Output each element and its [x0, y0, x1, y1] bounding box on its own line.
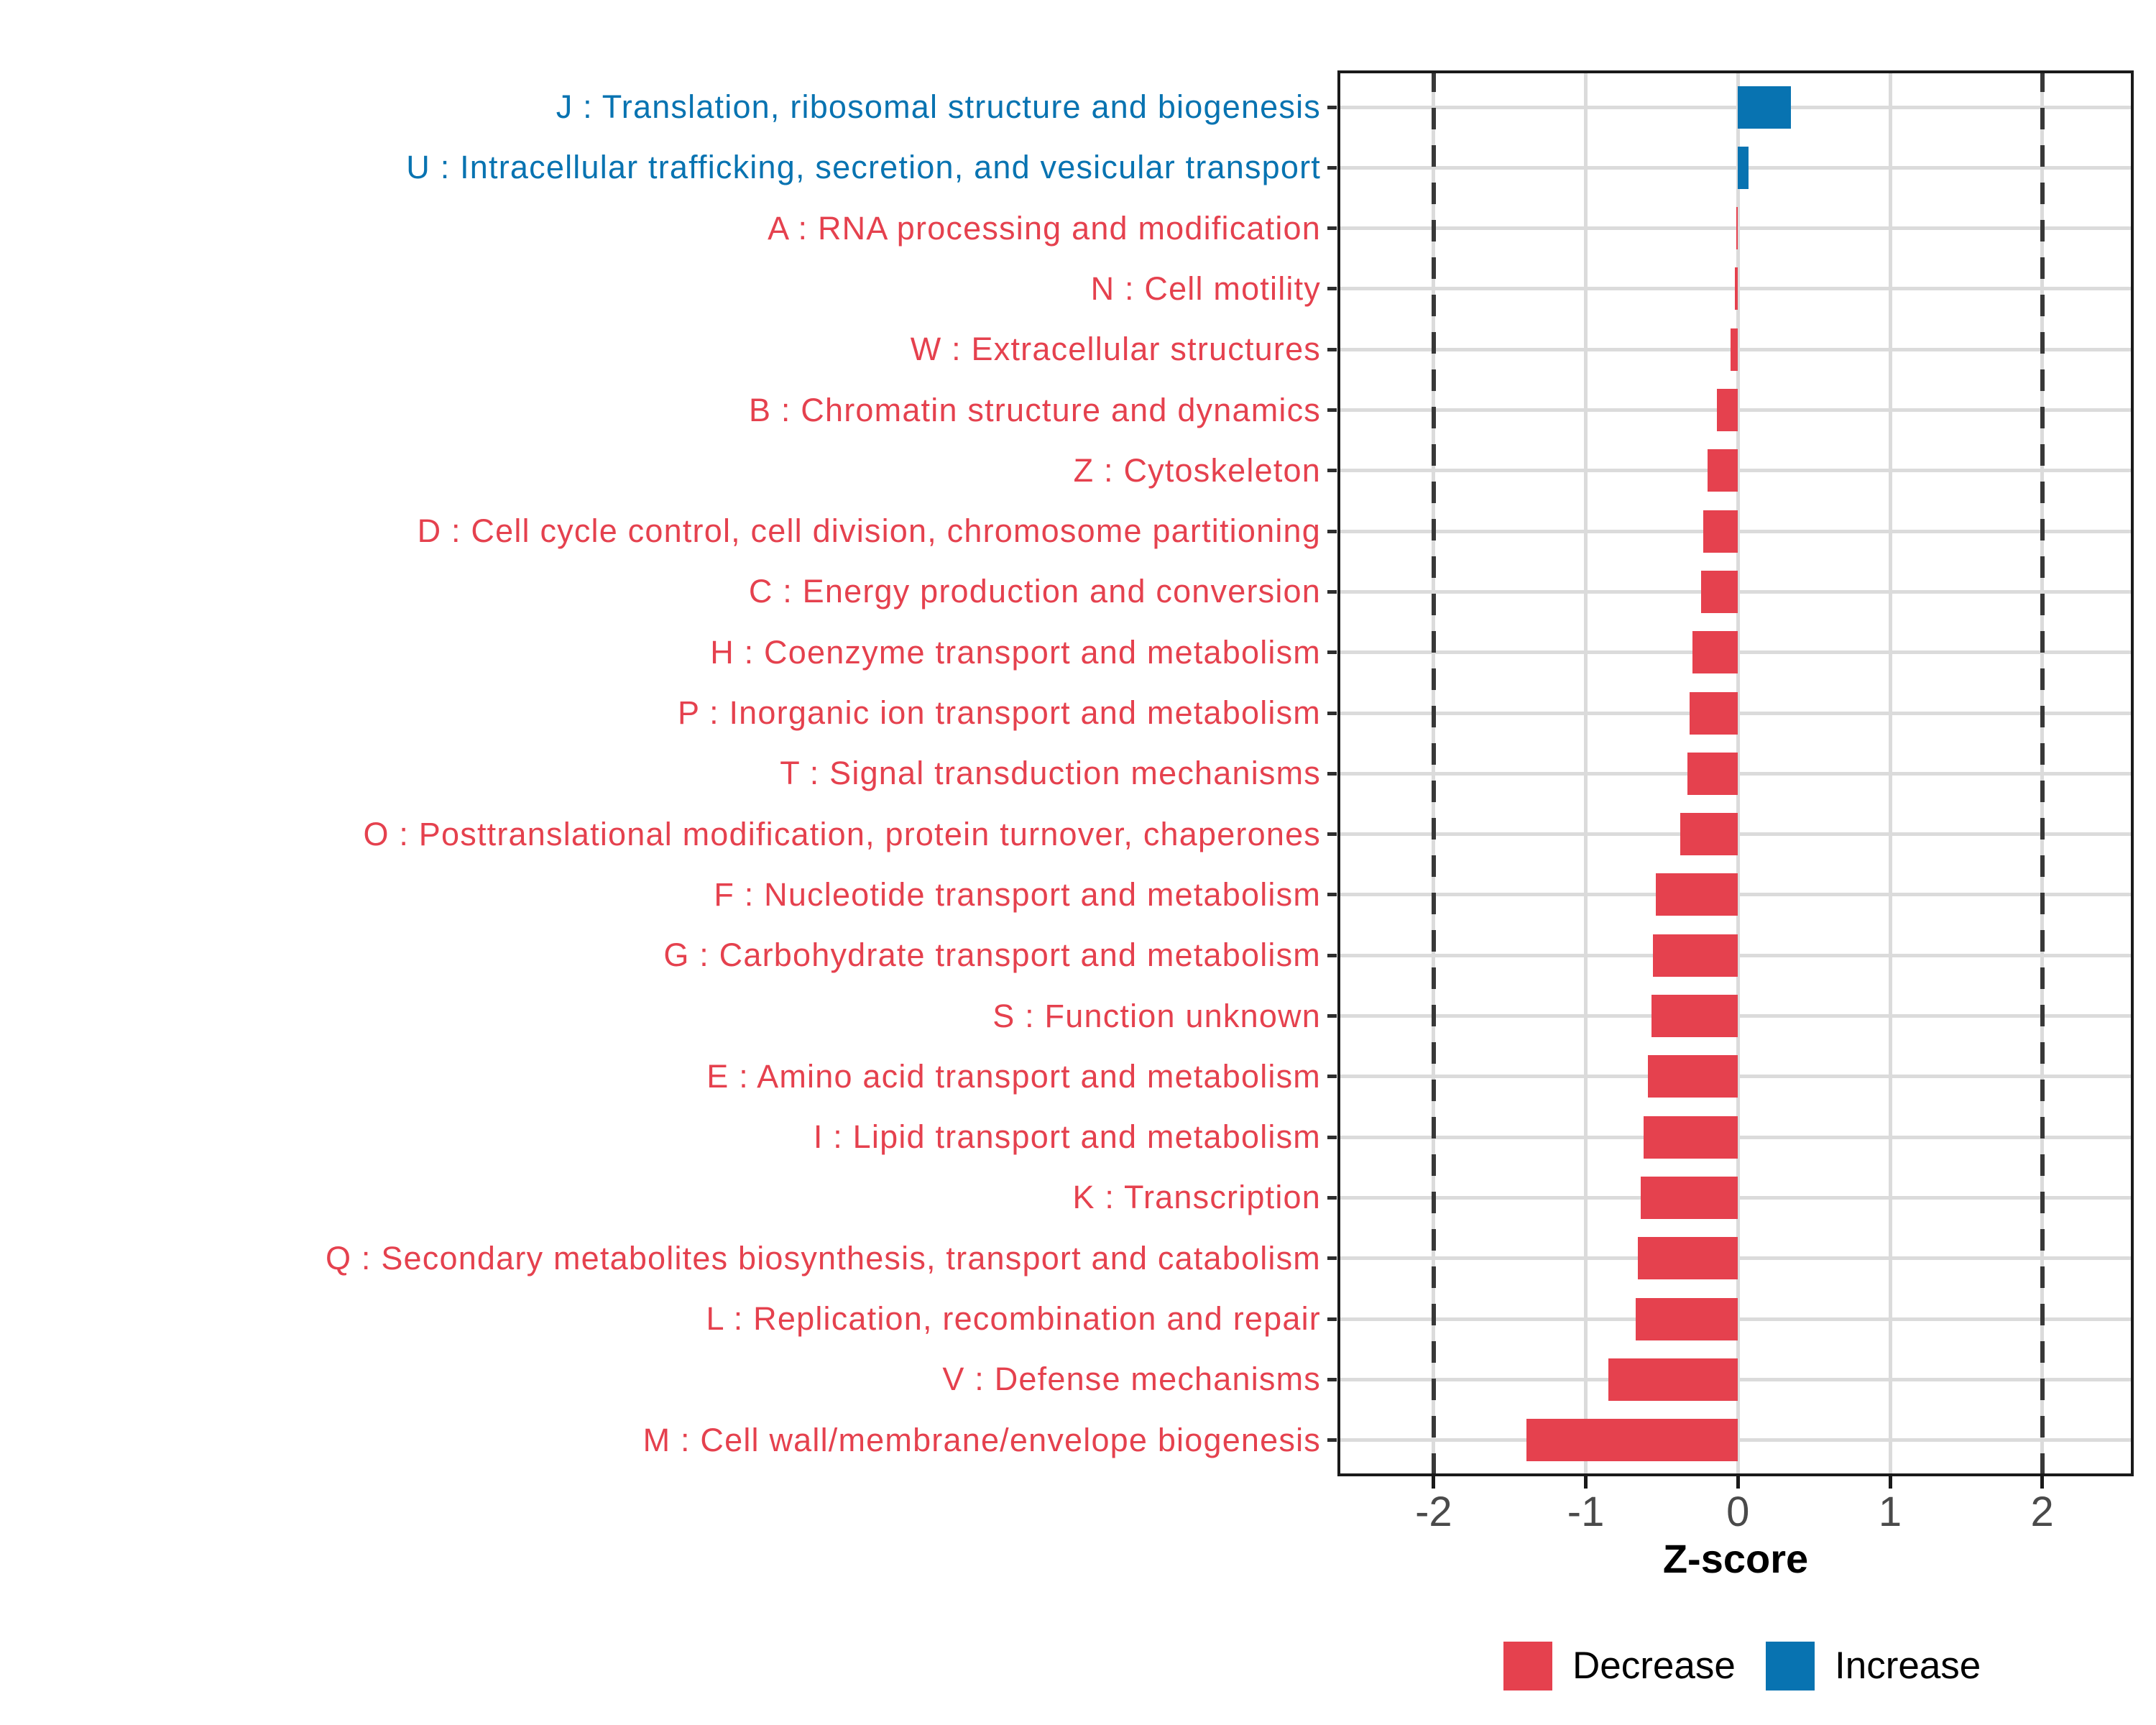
y-axis-label: Q : Secondary metabolites biosynthesis, transport and catabolism [326, 1239, 1321, 1276]
bar [1526, 1419, 1738, 1461]
bar [1641, 1177, 1738, 1219]
y-axis-tick [1327, 1317, 1337, 1321]
x-axis-tick [1432, 1476, 1435, 1489]
y-axis-tick [1327, 530, 1337, 533]
x-tick-label: 0 [1726, 1489, 1750, 1535]
legend-swatch-increase [1766, 1642, 1815, 1690]
legend-swatch-decrease [1503, 1642, 1552, 1690]
y-axis-tick [1327, 1196, 1337, 1200]
dashed-reference-line [2040, 70, 2045, 1476]
y-axis-label: F : Nucleotide transport and metabolism [714, 875, 1321, 913]
y-axis-tick [1327, 348, 1337, 351]
y-axis-tick [1327, 469, 1337, 472]
y-axis-label: T : Signal transduction mechanisms [780, 755, 1321, 792]
y-axis-tick [1327, 712, 1337, 715]
y-axis-label: G : Carbohydrate transport and metabolism [663, 937, 1321, 974]
y-axis-tick [1327, 954, 1337, 957]
y-axis-tick [1327, 893, 1337, 896]
bar [1608, 1358, 1738, 1401]
y-axis-label: D : Cell cycle control, cell division, chromosome partitioning [417, 512, 1321, 550]
y-axis-label: H : Coenzyme transport and metabolism [710, 633, 1321, 671]
y-axis-tick [1327, 650, 1337, 654]
bar [1731, 328, 1738, 371]
x-axis-tick [2040, 1476, 2044, 1489]
bar [1690, 692, 1738, 735]
x-axis-tick [1736, 1476, 1740, 1489]
y-axis-label: M : Cell wall/membrane/envelope biogenesis [642, 1421, 1321, 1458]
dashed-reference-line [1432, 70, 1436, 1476]
major-gridline-vertical [1889, 70, 1892, 1476]
bar [1717, 389, 1738, 431]
y-axis-tick [1327, 226, 1337, 230]
bar [1638, 1237, 1738, 1279]
x-tick-label: 2 [2030, 1489, 2054, 1535]
legend-label-decrease: Decrease [1572, 1644, 1736, 1687]
y-axis-tick [1327, 106, 1337, 109]
bar [1680, 813, 1738, 855]
y-axis-tick [1327, 772, 1337, 776]
bar [1735, 267, 1738, 310]
y-axis-label: C : Energy production and conversion [748, 573, 1321, 610]
bar [1653, 934, 1738, 977]
y-axis-label: I : Lipid transport and metabolism [813, 1118, 1321, 1156]
bar [1703, 510, 1738, 553]
bar [1708, 449, 1738, 492]
y-axis-tick [1327, 590, 1337, 594]
y-axis-label: B : Chromatin structure and dynamics [748, 391, 1321, 428]
y-axis-label: Z : Cytoskeleton [1073, 451, 1321, 489]
y-axis-tick [1327, 166, 1337, 170]
x-tick-label: 1 [1878, 1489, 1902, 1535]
x-tick-label: -2 [1415, 1489, 1452, 1535]
bar [1738, 86, 1791, 129]
bar [1738, 147, 1749, 189]
y-axis-label: W : Extracellular structures [910, 331, 1321, 368]
bar [1692, 631, 1738, 673]
y-axis-label: P : Inorganic ion transport and metabolism [677, 694, 1321, 731]
legend-label-increase: Increase [1835, 1644, 1981, 1687]
y-axis-tick [1327, 1075, 1337, 1078]
y-axis-label: E : Amino acid transport and metabolism [706, 1057, 1321, 1095]
x-axis-title: Z-score [1662, 1536, 1809, 1581]
y-axis-tick [1327, 287, 1337, 290]
plot-panel [1337, 70, 2134, 1476]
y-axis-label: A : RNA processing and modification [768, 209, 1321, 247]
y-axis-label: J : Translation, ribosomal structure and biogenesis [556, 88, 1321, 125]
y-axis-tick [1327, 832, 1337, 836]
bar [1656, 873, 1738, 916]
major-gridline-vertical [1584, 70, 1588, 1476]
x-axis-tick [1889, 1476, 1892, 1489]
y-axis-label: L : Replication, recombination and repair [706, 1300, 1321, 1337]
bar [1687, 753, 1738, 795]
y-axis-label: O : Posttranslational modification, protein turnover, chaperones [363, 815, 1321, 852]
y-axis-label: U : Intracellular trafficking, secretion, and vesicular transport [406, 149, 1321, 186]
y-axis-tick [1327, 1014, 1337, 1018]
bar [1636, 1298, 1738, 1340]
bar [1648, 1055, 1738, 1098]
y-axis-tick [1327, 1256, 1337, 1260]
y-axis-label: N : Cell motility [1090, 270, 1321, 307]
bar [1644, 1116, 1738, 1159]
y-axis-label: S : Function unknown [992, 997, 1321, 1034]
bar [1736, 207, 1738, 249]
y-axis-label: K : Transcription [1072, 1179, 1321, 1216]
bar [1651, 995, 1738, 1037]
y-axis-tick [1327, 1136, 1337, 1139]
x-tick-label: -1 [1567, 1489, 1605, 1535]
y-axis-label: V : Defense mechanisms [942, 1361, 1321, 1398]
y-axis-tick [1327, 1378, 1337, 1381]
y-axis-tick [1327, 1438, 1337, 1442]
x-axis-tick [1584, 1476, 1588, 1489]
bar [1701, 571, 1738, 613]
y-axis-tick [1327, 408, 1337, 412]
